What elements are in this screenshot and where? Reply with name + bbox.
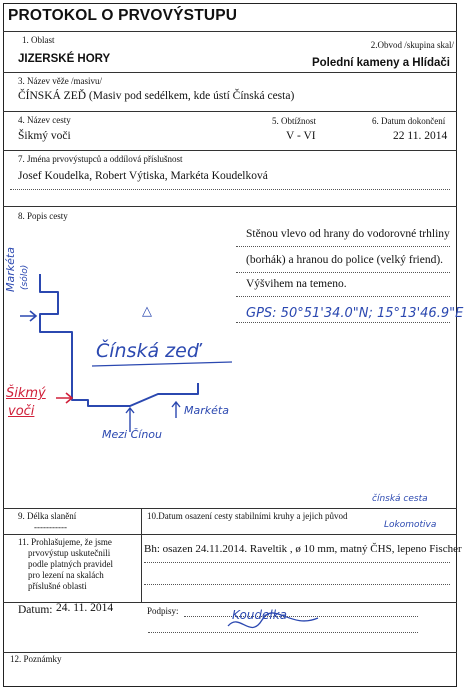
marketa-vertical-label: Markéta [4,247,17,292]
signature: Koudelka [232,608,288,622]
divider [3,150,457,151]
dotted-line [144,562,450,563]
dotted-line [148,632,418,633]
dotted-line [236,322,450,323]
dotted-line [236,296,450,297]
triangle-icon: △ [142,304,152,319]
side-note-cinska-cesta: čínská cesta [372,494,428,504]
declaration-line: podle platných pravidel [28,559,113,569]
declaration-line: příslušné oblasti [28,581,87,591]
page-title: PROTOKOL O PRVOVÝSTUPU [8,7,238,24]
side-note-lokomotiva: Lokomotiva [384,520,437,530]
mezi-cinou-label: Mezi Čínou [102,428,162,441]
dotted-line [236,272,450,273]
declaration-line: prvovýstup uskutečnili [28,548,111,558]
dotted-line [236,246,450,247]
datum-value: 24. 11. 2014 [56,602,114,614]
gps-coordinates: GPS: 50°51'34.0"N; 15°13'46.9"E [246,306,464,321]
dotted-line [184,616,418,617]
marketa-vertical-sub: (sólo) [20,264,30,290]
rappel-length-label: 9. Délka slanění [18,511,77,521]
tower-label: 3. Název věže /masivu/ [18,76,102,86]
cinska-zed-label: Čínská zeď [96,340,199,362]
bolt-date-label: 10.Datum osazení cesty stabilními kruhy a jejich původ [147,511,348,521]
tower-value: ČÍNSKÁ ZEĎ (Masiv pod sedélkem, kde ústí Čínská cesta) [18,90,295,102]
group-value: Polední kameny a Hlídači [311,57,450,69]
sikmy-label: Šikmý [6,386,46,401]
notes-label: 12. Poznámky [10,654,62,664]
voci-label: voči [8,404,35,419]
divider [3,31,457,32]
difficulty-value: V - VI [286,130,316,142]
route-description-label: 8. Popis cesty [18,211,68,221]
description-line: Stěnou vlevo od hrany do vodorovné trhliny [246,228,450,240]
climbers-value: Josef Koudelka, Robert Výtiska, Markéta Koudelková [18,170,268,182]
bolt-info: Bh: osazen 24.11.2014. Raveltik , ø 10 mm, matný ČHS, lepeno Fischer [144,543,462,555]
marketa-label: Markéta [184,404,229,417]
route-name-value: Šikmý voči [18,130,71,142]
declaration-line: pro lezení na skalách [28,570,104,580]
declaration-line: 11. Prohlašujeme, že jsme [18,537,112,547]
divider [3,534,457,535]
datum-label: Datum: [18,604,53,616]
divider [3,508,457,509]
podpisy-label: Podpisy: [147,606,179,616]
rappel-length-value: ----------- [34,522,67,532]
divider [3,111,457,112]
description-line: (borhák) a hranou do police (velký friend). [246,254,444,266]
divider [3,652,457,653]
area-label: 1. Oblast [22,35,55,45]
route-name-label: 4. Název cesty [18,115,71,125]
difficulty-label: 5. Obtížnost [272,116,316,126]
description-line: Výšvihem na temeno. [246,278,347,290]
group-label: 2.Obvod /skupina skal/ [370,40,454,50]
completion-date-label: 6. Datum dokončení [372,116,446,126]
dotted-line [10,189,450,190]
dotted-line [144,584,450,585]
area-value: JIZERSKÉ HORY [18,53,111,65]
divider [141,508,142,602]
divider [3,206,457,207]
climbers-label: 7. Jména prvovýstupců a oddílová příslušnost [18,154,183,164]
completion-date-value: 22 11. 2014 [393,130,448,142]
divider [3,72,457,73]
